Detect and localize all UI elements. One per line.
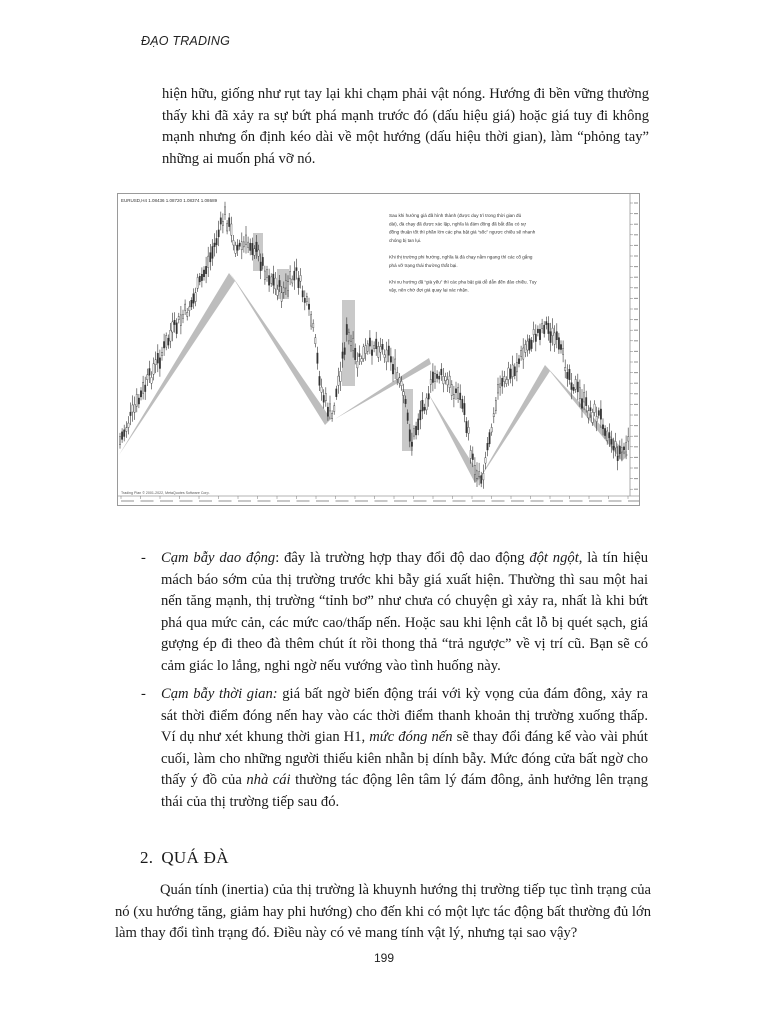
candle-body xyxy=(250,243,251,250)
candle-body xyxy=(623,447,624,450)
section-number: 2. xyxy=(140,848,154,867)
candle-body xyxy=(363,347,364,359)
candle-body xyxy=(268,276,269,286)
candle-body xyxy=(609,433,610,438)
candle-body xyxy=(254,249,255,256)
candle-body xyxy=(556,332,557,340)
candle-body xyxy=(161,352,162,355)
candle-body xyxy=(189,307,190,311)
candle-body xyxy=(577,382,578,392)
candle-body xyxy=(245,235,246,245)
candle-body xyxy=(329,404,330,411)
candle-body xyxy=(548,323,549,333)
candle-body xyxy=(361,359,362,362)
annotation-line: Khi thị trường phi hướng, nghĩa là đà chạy nằm ngang thì các cố gắng xyxy=(389,254,533,260)
candle-body xyxy=(426,398,427,410)
candle-body xyxy=(571,383,572,390)
candle-body xyxy=(613,446,614,450)
candle-body xyxy=(321,387,322,392)
candle-body xyxy=(495,401,496,411)
candle-body xyxy=(422,400,423,411)
candle-body xyxy=(163,342,164,349)
bullet-title: Cạm bẫy dao động xyxy=(161,550,276,566)
candle-body xyxy=(195,293,196,302)
candle-body xyxy=(415,426,416,435)
chart-footer-text: Trading Plan © 2001-2022, MetaQuotes Software Corp. xyxy=(121,491,210,495)
annotation-line: phá vỡ trạng thái thường thất bại. xyxy=(389,262,458,268)
candle-body xyxy=(525,345,526,353)
bullet-text: Cạm bẫy dao động: đây là trường hợp thay đổi độ dao động đột ngột, là tín hiệu mách báo sớm của thị trường trước khi bẫy giá xuất hiện. Thường thì sau một hai nến tăng mạnh, thị trường “tỉnh bơ” như chưa có chuyện gì xảy ra, nhất là khi bứt phá qua mức cản, các mức cao/thấp nến. Hoặc sau khi lệnh cắt lỗ bị quét sạch, giá gượng ép đi theo đà thêm chút ít rồi thong thả “trả ngược” về vị trí cũ. Bạn sẽ có cảm giác lo lắng, nghi ngờ nếu vướng vào tình huống này. xyxy=(161,550,648,674)
candle-body xyxy=(506,380,507,384)
candle-body xyxy=(453,395,454,399)
candle-body xyxy=(296,268,297,271)
candle-body xyxy=(130,412,131,416)
candle-body xyxy=(187,312,188,316)
candle-body xyxy=(273,274,274,285)
candle-body xyxy=(569,369,570,380)
candle-body xyxy=(170,330,171,341)
candle-body xyxy=(447,380,448,385)
candle-body xyxy=(478,472,479,477)
emphasis: mức đóng nến xyxy=(369,729,453,746)
candle-body xyxy=(136,394,137,406)
bullet-dash: - xyxy=(141,686,146,702)
candle-body xyxy=(121,432,122,440)
candle-body xyxy=(607,431,608,441)
candle-body xyxy=(567,372,568,378)
candle-body xyxy=(573,387,574,390)
candle-body xyxy=(310,315,311,327)
candle-body xyxy=(342,352,343,359)
candle-body xyxy=(210,253,211,262)
candle-body xyxy=(350,341,351,345)
candle-body xyxy=(126,428,127,432)
candle-body xyxy=(357,361,358,368)
candle-body xyxy=(529,339,530,351)
candle-body xyxy=(275,278,276,289)
candle-body xyxy=(327,407,328,416)
candle-body xyxy=(504,377,505,382)
candle-body xyxy=(247,242,248,248)
candle-body xyxy=(184,304,185,310)
candle-body xyxy=(382,344,383,349)
candle-body xyxy=(600,409,601,419)
price-chart-figure xyxy=(117,193,640,506)
candle-body xyxy=(625,443,626,452)
candle-body xyxy=(304,298,305,302)
candle-body xyxy=(294,271,295,280)
candle-body xyxy=(411,442,412,446)
candle-body xyxy=(359,354,360,357)
candle-body xyxy=(518,359,519,364)
candle-body xyxy=(508,368,509,380)
candle-body xyxy=(392,364,393,374)
candle-body xyxy=(140,391,141,397)
candle-body xyxy=(182,315,183,319)
candle-body xyxy=(138,398,139,404)
candle-body xyxy=(277,289,278,295)
candle-body xyxy=(399,378,400,383)
candle-body xyxy=(617,456,618,461)
candle-body xyxy=(153,364,154,375)
candle-body xyxy=(428,394,429,400)
candle-body xyxy=(615,441,616,448)
candle-body xyxy=(598,411,599,416)
candle-body xyxy=(355,348,356,360)
candle-body xyxy=(455,389,456,393)
candle-body xyxy=(264,271,265,280)
candle-body xyxy=(124,430,125,437)
candle-body xyxy=(340,371,341,381)
candle-body xyxy=(407,413,408,421)
candle-body xyxy=(575,379,576,389)
candle-body xyxy=(346,324,347,334)
candle-body xyxy=(325,393,326,401)
candle-body xyxy=(371,350,372,356)
candle-body xyxy=(233,240,234,245)
candle-body xyxy=(281,293,282,302)
candle-body xyxy=(558,338,559,350)
candle-body xyxy=(470,450,471,458)
candle-body xyxy=(523,348,524,359)
section-heading xyxy=(140,848,229,868)
candle-body xyxy=(176,323,177,334)
candle-body xyxy=(334,406,335,412)
candle-body xyxy=(420,410,421,420)
candle-body xyxy=(533,329,534,334)
candle-body xyxy=(218,230,219,237)
candle-body xyxy=(197,277,198,288)
candle-body xyxy=(336,389,337,397)
candle-body xyxy=(157,353,158,363)
candle-body xyxy=(544,325,545,334)
candle-body xyxy=(449,376,450,388)
candle-body xyxy=(239,243,240,246)
candle-body xyxy=(306,297,307,302)
bullet-dash: - xyxy=(141,550,146,566)
candle-body xyxy=(266,270,267,278)
candle-body xyxy=(432,372,433,383)
candle-body xyxy=(166,336,167,348)
candle-body xyxy=(205,266,206,274)
candle-body xyxy=(319,376,320,385)
candle-body xyxy=(289,272,290,279)
annotation-line: Sau khi hướng giá đã hình thành (được duy trì trong thời gian đủ xyxy=(389,213,522,218)
candle-body xyxy=(502,378,503,386)
candle-body xyxy=(462,399,463,408)
candle-body xyxy=(476,471,477,479)
candle-body xyxy=(369,338,370,346)
candle-body xyxy=(497,384,498,393)
candle-body xyxy=(119,437,120,445)
candle-body xyxy=(348,332,349,341)
candle-body xyxy=(546,322,547,325)
candle-body xyxy=(388,346,389,355)
candle-body xyxy=(434,373,435,381)
candle-body xyxy=(231,224,232,235)
candle-body xyxy=(590,408,591,411)
candle-body xyxy=(535,334,536,341)
candle-body xyxy=(493,414,494,417)
candle-body xyxy=(560,345,561,350)
candle-body xyxy=(539,329,540,339)
candle-body xyxy=(317,353,318,363)
candle-body xyxy=(367,344,368,351)
candle-body xyxy=(380,347,381,353)
candle-body xyxy=(331,413,332,419)
candle-body xyxy=(596,416,597,421)
candle-body xyxy=(292,279,293,283)
candle-body xyxy=(403,392,404,396)
annotation-line: đồng thuận tốt thì phần lớn các pha bật giá “sốc” ngược chiều sẽ nhanh xyxy=(389,229,536,235)
bullet-text: Cạm bẫy thời gian: giá bất ngờ biến động trái với kỳ vọng của đám đông, xảy ra sát thời điểm đóng nến hay vào các thời điểm thanh khoản thị trường xuống thấp. Ví dụ như xét khung thời gian H1, mức đóng nến sẽ thay đổi đáng kể vào vài phút cuối, làm cho những người thiếu kiên nhẫn bị dính bẫy. Mức đóng cửa bất ngờ cho thấy ý đồ của nhà cái thường tác động lên tâm lý đám đông, ảnh hưởng lên trạng thái của thị trường tiếp sau đó. xyxy=(161,686,648,810)
candle-body xyxy=(252,243,253,255)
candle-body xyxy=(172,322,173,332)
candle-body xyxy=(178,317,179,320)
candle-body xyxy=(373,345,374,348)
candle-body xyxy=(604,428,605,435)
candle-body xyxy=(376,339,377,349)
candle-body xyxy=(611,439,612,444)
candle-body xyxy=(554,333,555,344)
annotation-line: vậy, nên chờ đợi giá quay lại xác nhận. xyxy=(389,287,469,293)
candle-body xyxy=(464,403,465,414)
candle-body xyxy=(300,275,301,281)
emphasis: nhà cái xyxy=(246,772,291,789)
candle-body xyxy=(258,250,259,256)
candle-body xyxy=(565,367,566,370)
candle-body xyxy=(405,399,406,404)
candle-body xyxy=(485,458,486,463)
candle-body xyxy=(352,338,353,350)
candle-body xyxy=(510,369,511,379)
section-paragraph: Quán tính (inertia) của thị trường là khuynh hướng thị trường tiếp tục tình trạng của nó (xu hướng tăng, giảm hay phi hướng) cho đến khi có một lực tác động bất thường đủ lớn làm thay đổi tình trạng đó. Điều này có vẻ mang tính vật lý, nhưng tại sao vậy? xyxy=(115,882,651,942)
candle-body xyxy=(338,376,339,385)
candle-body xyxy=(537,329,538,333)
candle-body xyxy=(298,278,299,288)
candle-body xyxy=(460,393,461,400)
candle-body xyxy=(397,373,398,380)
candle-body xyxy=(472,454,473,460)
candle-body xyxy=(628,437,629,442)
candle-body xyxy=(592,412,593,422)
candle-body xyxy=(441,369,442,375)
candle-body xyxy=(256,242,257,252)
candle-body xyxy=(155,360,156,365)
candle-body xyxy=(579,388,580,399)
candle-body xyxy=(180,315,181,326)
candle-body xyxy=(468,427,469,433)
candle-body xyxy=(581,399,582,409)
candle-body xyxy=(394,359,395,369)
candle-body xyxy=(344,348,345,355)
candle-body xyxy=(271,277,272,284)
candle-body xyxy=(279,280,280,286)
candle-body xyxy=(212,247,213,259)
candle-body xyxy=(474,465,475,475)
candle-body xyxy=(588,411,589,418)
running-header: ĐẠO TRADING xyxy=(141,34,231,48)
candle-body xyxy=(602,425,603,429)
candle-body xyxy=(128,423,129,427)
candle-body xyxy=(520,350,521,356)
candle-body xyxy=(499,384,500,387)
candle-body xyxy=(302,291,303,297)
candle-body xyxy=(208,256,209,268)
page-number: 199 xyxy=(373,951,395,965)
candle-body xyxy=(552,328,553,336)
candle-body xyxy=(413,429,414,436)
candle-body xyxy=(149,369,150,376)
candle-body xyxy=(237,245,238,250)
candle-body xyxy=(260,262,261,271)
candle-body xyxy=(445,377,446,381)
section-title: QUÁ ĐÀ xyxy=(161,848,229,867)
candle-body xyxy=(457,388,458,399)
candle-body xyxy=(386,350,387,362)
intro-paragraph: hiện hữu, giống như rụt tay lại khi chạm phải vật nóng. Hướng đi bền vững thường thấy khi đã xảy ra sự bứt phá mạnh trước đó (dấu hiệu giá) hoặc giá tuy đi không mạnh nhưng ổn định kéo dài về một hướng (dấu hiệu thời gian), làm “phỏng tay” những ai muốn phá vỡ nó. xyxy=(162,86,649,167)
candle-body xyxy=(436,374,437,378)
candle-body xyxy=(439,376,440,379)
emphasis: đột ngột xyxy=(529,550,579,566)
candle-body xyxy=(466,421,467,432)
candle-body xyxy=(365,346,366,354)
candle-body xyxy=(586,398,587,406)
candle-body xyxy=(224,207,225,215)
candle-body xyxy=(390,357,391,363)
candle-body xyxy=(619,446,620,454)
candle-body xyxy=(516,362,517,372)
candle-body xyxy=(384,355,385,358)
candle-body xyxy=(226,223,227,231)
candle-body xyxy=(220,218,221,224)
candle-body xyxy=(451,385,452,396)
candle-body xyxy=(243,242,244,247)
candle-body xyxy=(222,221,223,225)
candle-body xyxy=(531,340,532,348)
candle-body xyxy=(409,430,410,442)
candle-body xyxy=(323,395,324,402)
candle-body xyxy=(487,443,488,450)
bullet-title: Cạm bẫy thời gian: xyxy=(161,686,278,702)
annotation-line: chóng bị tan lụi. xyxy=(389,237,422,243)
candle-body xyxy=(315,338,316,344)
candle-body xyxy=(418,419,419,430)
candle-body xyxy=(203,270,204,277)
candle-body xyxy=(313,323,314,327)
candle-body xyxy=(214,243,215,247)
candle-body xyxy=(483,473,484,480)
candle-body xyxy=(285,280,286,288)
candle-body xyxy=(401,381,402,386)
candle-body xyxy=(199,276,200,282)
candle-body xyxy=(308,304,309,309)
candle-body xyxy=(134,404,135,412)
candle-body xyxy=(489,433,490,444)
candle-body xyxy=(229,218,230,227)
candle-body xyxy=(132,405,133,412)
chart-header-text: EURUSD,H4 1.08436 1.08720 1.08374 1.08689 xyxy=(121,198,218,203)
candle-body xyxy=(283,288,284,292)
candle-body xyxy=(193,294,194,304)
candle-body xyxy=(151,377,152,383)
candle-body xyxy=(512,365,513,377)
candle-body xyxy=(514,367,515,376)
candle-body xyxy=(287,282,288,291)
candle-body xyxy=(562,348,563,354)
candle-body xyxy=(583,392,584,402)
candle-body xyxy=(491,427,492,432)
candlestick-chart xyxy=(117,193,640,506)
candle-body xyxy=(145,385,146,392)
candle-body xyxy=(147,375,148,380)
candle-body xyxy=(621,448,622,452)
candle-body xyxy=(481,476,482,484)
candle-body xyxy=(216,238,217,245)
candle-body xyxy=(201,274,202,280)
candle-body xyxy=(594,404,595,412)
candle-body xyxy=(262,257,263,265)
candle-body xyxy=(235,245,236,253)
candle-body xyxy=(527,341,528,350)
candle-body xyxy=(541,324,542,329)
candle-body xyxy=(191,300,192,307)
candle-body xyxy=(424,407,425,410)
candle-body xyxy=(168,338,169,345)
candle-body xyxy=(378,346,379,357)
candle-body xyxy=(443,376,444,384)
candle-body xyxy=(174,320,175,324)
annotation-line: Khi xu hướng đã “già yếu” thì các pha bật giá dễ dẫn đến đảo chiều. Tuy xyxy=(389,279,537,285)
candle-body xyxy=(550,332,551,343)
candle-body xyxy=(241,242,242,250)
candle-body xyxy=(159,358,160,369)
candle-body xyxy=(430,379,431,384)
candle-body xyxy=(142,382,143,393)
annotation-line: dài), đà chạy đã được xác lập, nghĩa là đám đông đã bắt đầu có sự xyxy=(389,221,527,227)
